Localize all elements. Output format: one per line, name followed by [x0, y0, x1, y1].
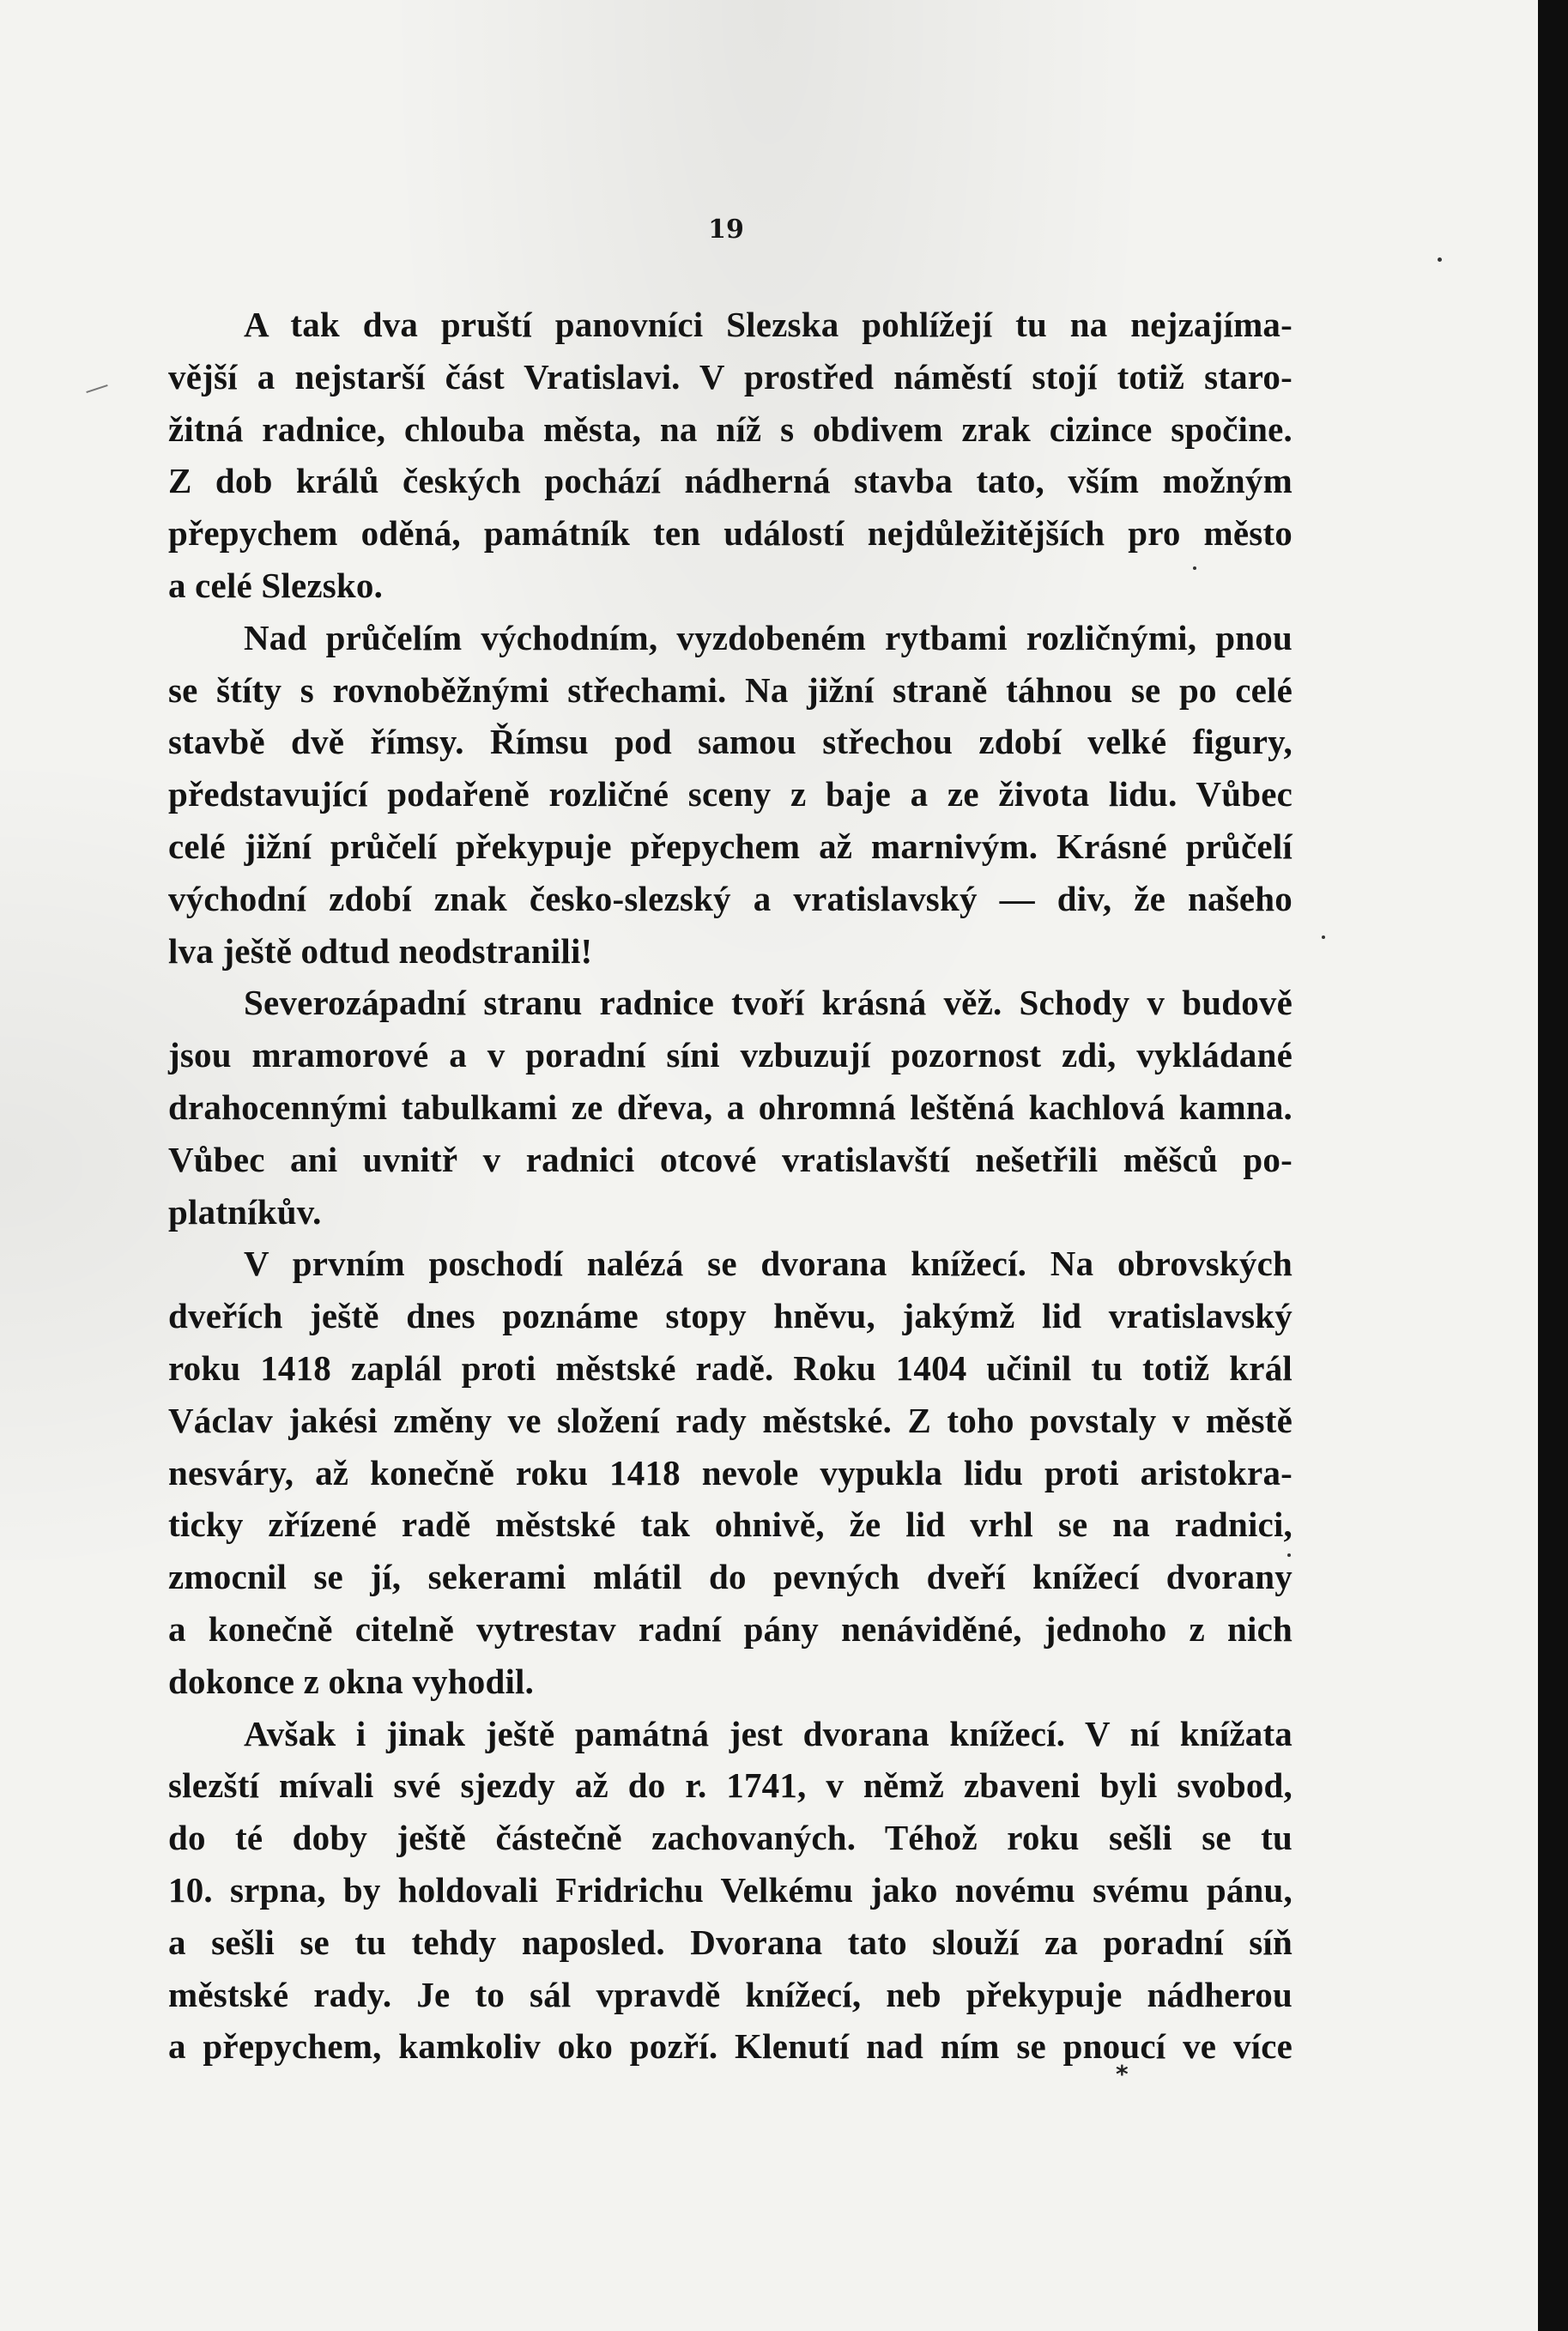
scan-edge — [1538, 0, 1568, 2331]
text-line: Avšak i jinak ještě památná jest dvorana knížecí. V ní knížata — [244, 1713, 1293, 1753]
text-line: lva ještě odtud neodstranili! — [168, 930, 593, 971]
text-line: se štíty s rovnoběžnými střechami. Na jižní straně táhnou se po celé — [168, 669, 1293, 710]
text-line: jsou mramorové a v poradní síni vzbuzují pozornost zdi, vykládané — [168, 1035, 1293, 1075]
text-line: městské rady. Je to sál vpravdě knížecí, neb překypuje nádherou — [168, 1974, 1293, 2014]
text-line: 10. srpna, by holdovali Fridrichu Velkému jako novému svému pánu, — [168, 1869, 1293, 1910]
body-text — [168, 299, 1293, 2073]
paragraph — [168, 1238, 1293, 1707]
paper-speck — [1438, 257, 1442, 262]
text-line: stavbě dvě římsy. Římsu pod samou střechou zdobí velké figury, — [168, 722, 1293, 762]
text-line: Nad průčelím východním, vyzdobeném rytbami rozličnými, pnou — [244, 617, 1293, 657]
text-line: A tak dva pruští panovníci Slezska pohlížejí tu na nejzajíma- — [244, 305, 1293, 344]
text-line: vější a nejstarší část Vratislavi. V prostřed náměstí stojí totiž staro- — [168, 356, 1293, 397]
paragraph — [168, 1708, 1293, 2074]
text-line: žitná radnice, chlouba města, na níž s obdivem zrak cizince spočine. — [168, 409, 1293, 449]
text-line: východní zdobí znak česko-slezský a vratislavský — div, že našeho — [168, 878, 1293, 918]
text-line: roku 1418 zaplál proti městské radě. Roku 1404 učinil tu totiž král — [168, 1347, 1293, 1388]
paragraph — [168, 612, 1293, 978]
paragraph — [168, 299, 1293, 612]
text-line: platníkův. — [168, 1191, 322, 1232]
text-line: slezští mívali své sjezdy až do r. 1741, v němž zbaveni byli svobod, — [168, 1765, 1293, 1806]
text-line: V prvním poschodí nalézá se dvorana knížecí. Na obrovských — [244, 1244, 1293, 1284]
text-line: a konečně citelně vytrestav radní pány nenáviděné, jednoho z nich — [168, 1608, 1293, 1649]
text-line: do té doby ještě částečně zachovaných. Téhož roku sešli se tu — [168, 1818, 1293, 1858]
paper-speck — [1322, 935, 1325, 939]
text-line: dveřích ještě dnes poznáme stopy hněvu, jakýmž lid vratislavský — [168, 1296, 1293, 1336]
footnote-mark: * — [1116, 2060, 1129, 2088]
text-line: Severozápadní stranu radnice tvoří krásná věž. Schody v budově — [244, 983, 1293, 1023]
text-line: zmocnil se jí, sekerami mlátil do pevných dveří knížecí dvorany — [168, 1557, 1293, 1597]
text-line: přepychem oděná, památník ten událostí nejdůležitějších pro město — [168, 513, 1293, 554]
text-line: představující podařeně rozličné sceny z baje a ze života lidu. Vůbec — [168, 774, 1293, 814]
margin-mark — [86, 384, 107, 393]
text-line: dokonce z okna vyhodil. — [168, 1661, 535, 1701]
text-line: a přepychem, kamkoliv oko pozří. Klenutí nad ním se pnoucí ve více — [168, 2026, 1293, 2067]
text-line: Václav jakési změny ve složení rady městské. Z toho povstaly v městě — [168, 1400, 1293, 1440]
text-line: ticky zřízené radě městské tak ohnivě, že lid vrhl se na radnici, — [168, 1505, 1293, 1545]
page-number: 19 — [708, 215, 744, 245]
text-line: nesváry, až konečně roku 1418 nevole vypukla lidu proti aristokra- — [168, 1452, 1293, 1492]
text-line: celé jižní průčelí překypuje přepychem až marnivým. Krásné průčelí — [168, 826, 1293, 866]
paragraph — [168, 977, 1293, 1238]
text-line: a sešli se tu tehdy naposled. Dvorana tato slouží za poradní síň — [168, 1922, 1293, 1962]
text-line: a celé Slezsko. — [168, 565, 384, 605]
text-line: Z dob králů českých pochází nádherná stavba tato, vším možným — [168, 461, 1293, 501]
text-line: drahocennými tabulkami ze dřeva, a ohromná leštěná kachlová kamna. — [168, 1087, 1293, 1127]
text-line: Vůbec ani uvnitř v radnici otcové vratislavští nešetřili měšců po- — [168, 1139, 1293, 1179]
